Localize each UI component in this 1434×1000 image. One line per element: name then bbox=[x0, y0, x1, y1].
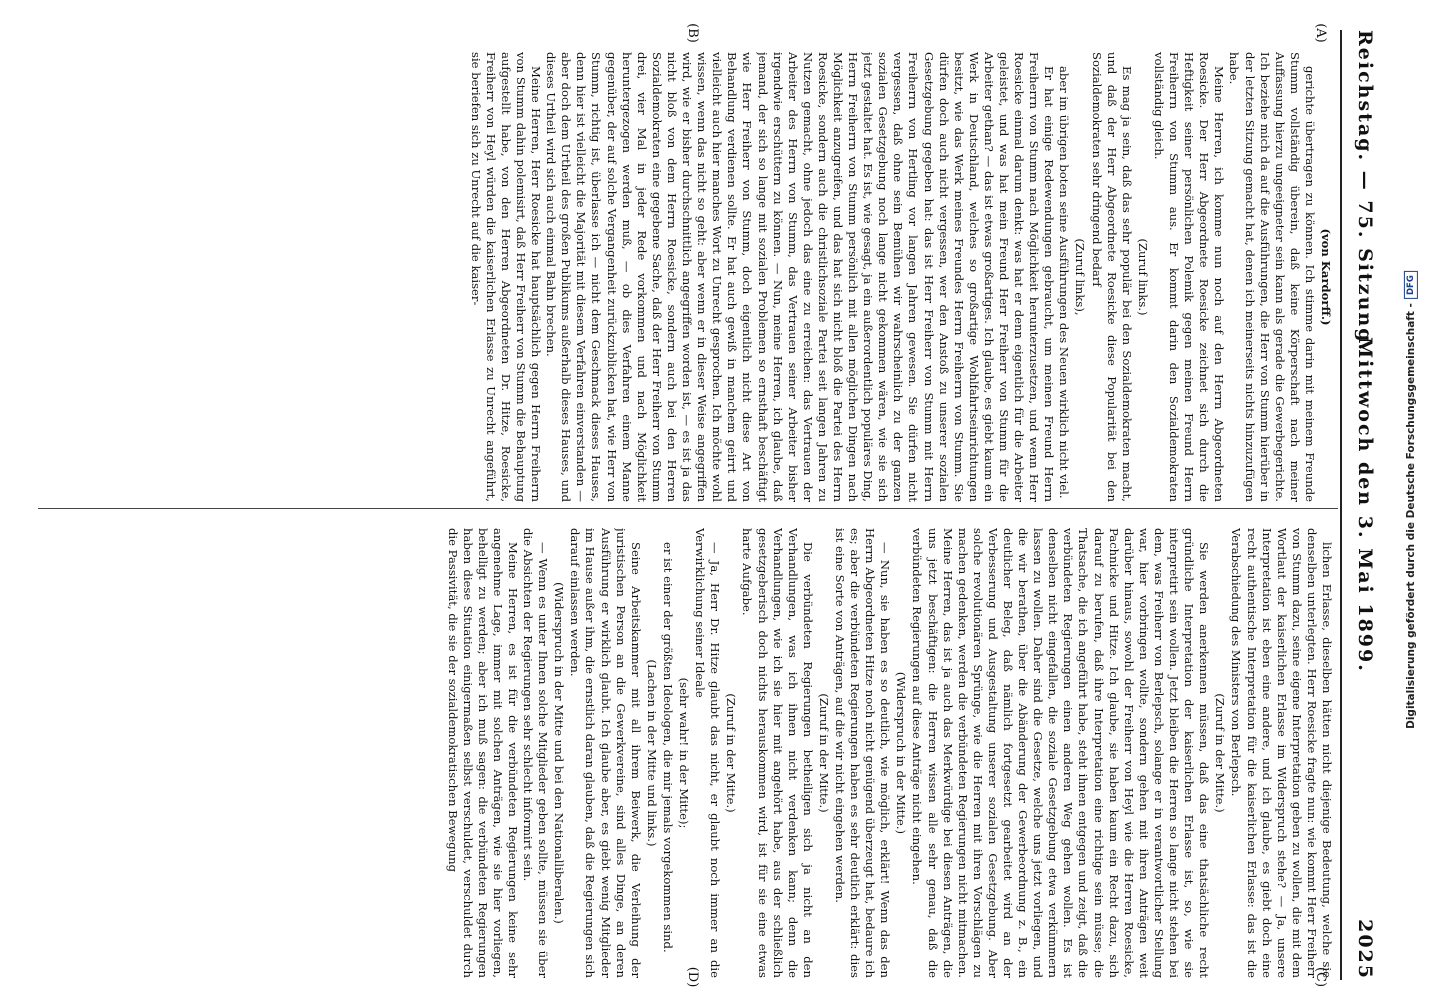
right-column bbox=[34, 528, 1334, 978]
header-rule bbox=[1340, 30, 1342, 980]
right-column-paragraph: lichen Erlasse, dieselben hätten nicht diejenige Bedeutung, welche sie denselben unterlegten. Herr Roesicke fragte nun: wie kommt Herr Freiherr von Stumm dazu, seine eigene Interpretation geben zu wollen, die mit dem Wortlaut der kaiserlichen Erlasse im Widerspruch stehe? — Ja, unsere Interpretation ist eben eine andere, und ich glaube, es giebt doch eine recht authentische Interpretation für die kaiserlichen Erlasse: das ist die Verabschiedung des Ministers von Berlepsch. bbox=[1229, 528, 1334, 978]
footer-credit: Digitalisierung gefördert durch die Deutsche Forschungsgemeinschaft - bbox=[1405, 303, 1417, 729]
right-column-interjection: (Zuruf in der Mitte.) bbox=[816, 693, 831, 813]
margin-mark-a: (A) bbox=[1313, 23, 1328, 43]
column-divider bbox=[38, 508, 1338, 509]
right-column-paragraph: — Wenn es unter Ihnen solche Mitglieder geben sollte, müssen sie über die Absichten der Regierungen sehr schlecht informirt sein. bbox=[521, 528, 551, 978]
left-column-paragraph: aber im übrigen boten seine Ausführungen des Neuen wirklich nicht viel. bbox=[1057, 66, 1072, 499]
right-column-interjection: (sehr wahr! in der Mitte); bbox=[677, 677, 692, 829]
right-column-paragraph: Seine Arbeitskammer mit all ihrem Beiwerk, die Verleihung der juristischen Person an die Gewerkvereine, sind alles Dinge, an deren Ausführung er wirklich glaubt. Ich glaube aber, es giebt wenig Mitglieder im Hause außer ihm, die ernstlich daran glauben, daß die Regierungen sich darauf einlassen werden. bbox=[568, 528, 643, 978]
margin-mark-d: (D) bbox=[685, 966, 700, 988]
left-column-paragraph: Meine Herren, Herr Roesicke hat hauptsächlich gegen Herrn Freiherrn von Stumm dahin polemisirt, daß Herr Freiherr von Stumm die Behauptung aufgestellt habe, von den Herren Abgeordneten Dr. Hitze, Roesicke, Freiherr von Heyl würden die kaiserlichen Erlasse zu Unrecht angeführt, sie beriefen sich zu Unrecht auf die kaiser- bbox=[468, 52, 544, 502]
left-column bbox=[34, 52, 1334, 502]
right-column-paragraph: Die verbündeten Regierungen betheiligen sich ja nicht an den Verhandlungen, was ich ihnen nicht verdenken kann; denn die Verhandlungen, wie ich sie hier mit angehört habe, aus der schließlich gesetzgeberisch doch nichts herauskommen wird, ist für sie eine etwas harte Aufgabe. bbox=[740, 528, 815, 978]
page-number: 2025 bbox=[1354, 919, 1376, 980]
right-column-interjection: (Lachen in der Mitte und links.) bbox=[644, 659, 659, 847]
left-column-paragraph: Meine Herren, ich komme nun noch auf den Herrn Abgeordneten Roesicke. Der Herr Abgeordnete Roesicke zeichnet sich durch die Heftigkeit seiner persönlichen Polemik gegen meinen Freund Herrn Freiherrn von Stumm aus. Er kommt darin den Sozialdemokraten vollständig gleich. bbox=[1151, 52, 1227, 502]
left-column-speaker-label: (von Kardorff.) bbox=[1319, 228, 1333, 326]
page-header bbox=[1346, 30, 1376, 980]
header-center: Mittwoch den 3. Mai 1899. bbox=[1354, 337, 1376, 673]
header-left: Reichstag. — 75. Sitzung. bbox=[1354, 30, 1376, 353]
dfg-logo-icon: DFG bbox=[1404, 271, 1418, 299]
left-column-interjection: (Zuruf links), bbox=[1073, 238, 1088, 316]
right-column-paragraph: Meine Herren, es ist für die verbündeten Regierungen keine sehr angenehme Lage, immer mit solchen Anträgen, wie sie hier vorliegen, behelligt zu werden; aber ich muß sagen: die verbündeten Regierungen haben diese Situation einigermaßen selbst verschuldet, verschuldet durch die Passivität, die sie der sozialdemokratischen Bewegung bbox=[445, 528, 521, 978]
margin-mark-b: (B) bbox=[685, 23, 700, 43]
right-column-paragraph: — Ja, Herr Dr. Hitze glaubt das nicht, er glaubt noch immer an die Verwirklichung seiner Ideale bbox=[693, 528, 723, 978]
right-column-interjection: (Widerspruch in der Mitte und bei den Nationalliberalen.) bbox=[552, 582, 567, 924]
right-column-interjection: (Widerspruch in der Mitte.) bbox=[894, 671, 909, 835]
right-column-paragraph: Sie werden anerkennen müssen, daß das eine thatsächliche recht gründliche Interpretation der kaiserlichen Erlasse ist, so, wie sie interpretirt sein wollen. Jetzt bleiben die Herren so lange nicht stehen bei dem, was Freiherr von Berlepsch, solange er in verantwortlicher Stellung war, hier vorbringen wollte, sondern gehen mit ihren Anträgen weit darüber hinaus, sowohl der Freiherr von Heyl wie die Herren Roesicke, Pachnicke und Hitze. Ich glaube, sie haben kaum ein Recht dazu, sich darauf zu berufen, daß ihre Interpretation eine richtige sein müsse; die Thatsache, die ich angeführt habe, steht ihnen entgegen und zeigt, daß die verbündeten Regierungen einen anderen Weg gehen wollen. Es ist denselben nicht eingefallen, die soziale Gesetzgebung etwa verkümmern lassen zu wollen. Daher sind die Gesetze, welche uns jetzt vorliegen, und die wir berathen, über die Abänderung der Gewerbeordnung z. B., ein deutlicher Beleg, daß nämlich fortgesetzt gearbeitet wird an der Verbesserung und Ausgestaltung unserer sozialen Gesetzgebung. Aber solche revolutionären Sprünge, wie die Herren mit ihren Vorschlägen zu machen gedenken, werden die verbündeten Regierungen nicht mitmachen. Meine Herren, das ist ja auch das Merkwürdige bei diesen Anträgen, die uns jetzt beschäftigen: die Herren wissen alle sehr genau, daß die verbündeten Regierungen auf diese Anträge nicht eingehen. bbox=[910, 528, 1212, 978]
left-column-paragraph: gerichte übertragen zu können. Ich stimme darin mit meinem Freunde Stumm vollständig überein, daß keine Körperschaft nach meiner Auffassung hierzu ungeeigneter sein kann als gerade die Gewerbegerichte. Ich beziehe mich da auf die Ausführungen, die Herr von Stumm hierüber in der letzten Sitzung gemacht hat, denen ich meinerseits nichts hinzuzufügen habe. bbox=[1227, 52, 1317, 502]
digitization-footer bbox=[1396, 8, 1426, 992]
margin-mark-c: (C) bbox=[1313, 966, 1328, 988]
left-column-paragraph: Er hat einige Redewendungen gebraucht, um meinen Freund Herrn Freiherrn von Stumm nach Möglichkeit herunterzusetzen, und wenn Herr Roesicke einmal darum denkt: was hat er denn eigentlich für die Arbeiter geleistet, und was hat mein Freund Herr Freiherr von Stumm für die Arbeiter gethan? — das ist etwas großartiges. Ich glaube, es giebt kaum ein Werk in Deutschland, welches so großartige Wohlfahrtseinrichtungen besitzt, wie das Werk meines Freundes Herrn Freiherrn von Stumm. Sie dürfen doch auch nicht vergessen, wer den Anstoß zu unserer sozialen Gesetzgebung gegeben hat: das ist Herr Freiherr von Stumm mit Herrn Freiherrn von Hertling vor langen Jahren gewesen. Sie dürfen nicht vergessen, daß ohne sein Bemühen wir wahrscheinlich zu der ganzen sozialen Gesetzgebung noch lange nicht gekommen wären, wie sie sich jetzt gestaltet hat. Es ist, wie gesagt, ja ein außerordentlich populäres Ding, Herrn Freiherrn von Stumm persönlich mit allen möglichen Dingen nach Möglichkeit anzugreifen, und das hat sich nicht bloß die Partei des Herrn Roesicke, sondern auch die christlichsoziale Partei seit langen Jahren zu Nutzen gemacht, ohne jedoch das eine zu erreichen: das Vertrauen der Arbeiter des Herrn von Stumm, das Vertrauen seiner Arbeiter bisher irgendwie erschüttern zu können. — Nun, meine Herren, ich glaube, daß jemand, der sich so lange mit sozialen Problemen so ernsthaft beschäftigt wie Herr Freiherr von Stumm, doch eigentlich nicht diese Art von Behandlung verdienen sollte. Er hat auch gewiß in manchem geirrt und vielleicht auch hier manches Wort zu Unrecht gesprochen. Ich möchte wohl wissen, wenn das nicht so geht: aber wenn er in dieser Weise angegriffen wird, wie er bisher durchschnittlich angegriffen worden ist, — es ist ja das nicht bloß von dem Herrn Roesicke, sondern auch bei den Herren Sozialdemokraten eine gegebene Sache, daß der Herr Freiherr von Stumm drei, vier Mal in jeder Rede vorkommen und nach Möglichkeit heruntergezogen werden muß, — ob dies Verfahren einem Manne gegenüber, der auf solche Vergangenheit zurückzublicken hat, wie Herr von Stumm, richtig ist, überlasse ich — nicht dem Geschmack dieses Hauses, denn hier ist vielleicht die Majorität mit diesem Verfahren einverstanden — aber doch dem Urtheil des großen Publikums außerhalb dieses Hauses, und dieses Urtheil wird sich auch einmal Bahn brechen. bbox=[544, 52, 1057, 502]
left-column-paragraph: Es mag ja sein, daß das sehr populär bei den Sozialdemokraten macht, und daß der Herr Abgeordnete Roesicke diese Popularität bei den Sozialdemokraten sehr dringend bedarf bbox=[1089, 52, 1134, 502]
right-column-interjection: (Zuruf in der Mitte.) bbox=[1213, 693, 1228, 813]
right-column-paragraph: — Nun, sie haben es so deutlich, wie möglich, erklärt! Wenn das den Herrn Abgeordneten Hitze noch nicht genügend überzeugt hat, bedaure ich es; aber die verbündeten Regierungen haben es sehr deutlich erklärt: dies ist eine Sorte von Anträgen, auf die wir nicht eingehen werden. bbox=[833, 528, 893, 978]
right-column-paragraph: er ist einer der größten Ideologen, die mir jemals vorgekommen sind. bbox=[660, 542, 675, 953]
right-column-interjection: (Zuruf in der Mitte.) bbox=[724, 693, 739, 813]
left-column-interjection: (Zuruf links.) bbox=[1135, 238, 1150, 316]
